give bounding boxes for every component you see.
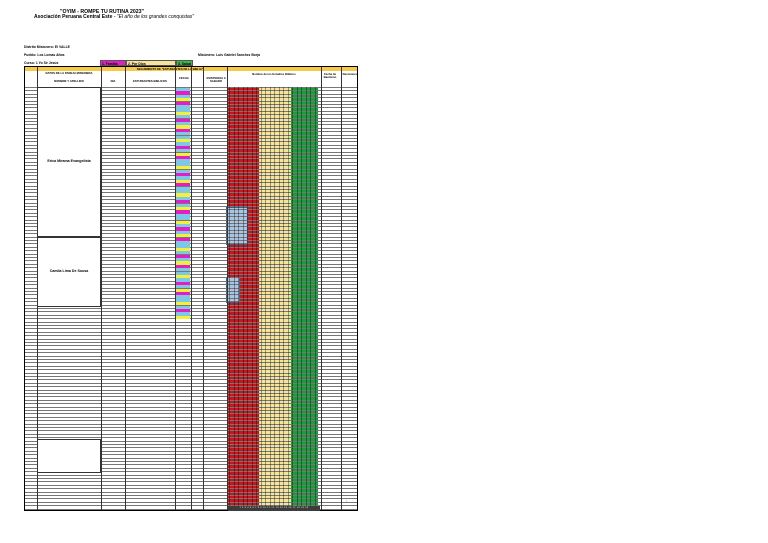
info-pueblo: Pueblo: Los Lomas Altos — [24, 53, 65, 57]
lesson-column-line — [310, 87, 311, 510]
lesson-column-line — [292, 87, 293, 510]
lesson-column-line — [288, 87, 289, 510]
lesson-column-line — [256, 87, 257, 510]
lesson-column-line — [247, 87, 248, 510]
document-title: "OYIM - ROMPE TU RUTINA 2023" — [60, 9, 144, 15]
grid-column-line — [191, 67, 192, 510]
grid-column-line — [341, 67, 342, 510]
lesson-column-line — [238, 87, 239, 510]
col-dia-header: DIA — [110, 79, 116, 83]
col-bautismo-header: Fecha de Bautismo — [323, 72, 337, 79]
lesson-column-line — [252, 87, 253, 510]
info-distrito: Distrito Misionero: El VALLE — [24, 45, 70, 49]
col-asiste-header: ASISTENCIA A SABADO — [206, 76, 226, 83]
lesson-column-line — [234, 87, 235, 510]
top-header: SEGUIMIENTO DE "ESTUDIANTES DE LA BIBLIA" — [136, 66, 204, 71]
group-3-box — [37, 439, 101, 473]
lesson-column-line — [261, 87, 262, 510]
tag-por-dios: 2. Por Dios — [126, 60, 176, 66]
subtitle-italic: - "El año de los grandes conquistas" — [112, 14, 195, 20]
left-header: DATOS DE LA PAREJA MISIONERA — [45, 71, 93, 75]
group-1-name: Erica Mirama Evangelista — [47, 159, 91, 163]
col-estudiantes-header: ESTUDIANTES BIBLICOS — [133, 79, 167, 83]
subtitle-bold: Asociación Peruana Central Este — [34, 14, 113, 20]
lesson-column-line — [301, 87, 302, 510]
lesson-column-line — [265, 87, 266, 510]
lesson-number-strip: 1 2 3 4 5 6 7 8 9 10 11 12 13 14 15 16 17 18 19 20 — [228, 506, 320, 511]
grid-column-line — [321, 67, 322, 510]
lesson-column-line — [243, 87, 244, 510]
group-2-name: Camila Lima De Sousa — [49, 269, 89, 273]
lesson-column-line — [283, 87, 284, 510]
lesson-column-line — [279, 87, 280, 510]
grid-column-line — [227, 67, 228, 510]
grid-column-line — [101, 67, 102, 510]
lesson-column-line — [315, 87, 316, 510]
col-fecha-header: FECHA — [179, 76, 189, 80]
grid-column-line — [125, 67, 126, 510]
tag-familia: 1. Familia — [100, 60, 126, 66]
document-subtitle — [34, 14, 194, 20]
tracking-sheet — [24, 66, 358, 511]
col-obs-header: Decisiones — [342, 72, 358, 76]
info-curso: Curso: 1 Yo Sé Jesús — [24, 61, 59, 65]
page-number: 1 — [346, 500, 348, 503]
lesson-column-line — [274, 87, 275, 510]
day-tag — [176, 316, 190, 319]
col-lecciones-header: Nombre de los Estudios Bíblicos — [252, 72, 296, 76]
col-name-header: NOMBRE Y APELLIDO — [54, 79, 84, 83]
tag-salud: 3. Salud — [178, 62, 192, 66]
lesson-column-line — [229, 87, 230, 510]
lesson-column-line — [297, 87, 298, 510]
lesson-column-line — [270, 87, 271, 510]
lesson-column-line — [306, 87, 307, 510]
grid-column-line — [203, 67, 204, 510]
info-misionero: Misionero: Luis Gabriel Sanchez Borja — [198, 53, 260, 57]
